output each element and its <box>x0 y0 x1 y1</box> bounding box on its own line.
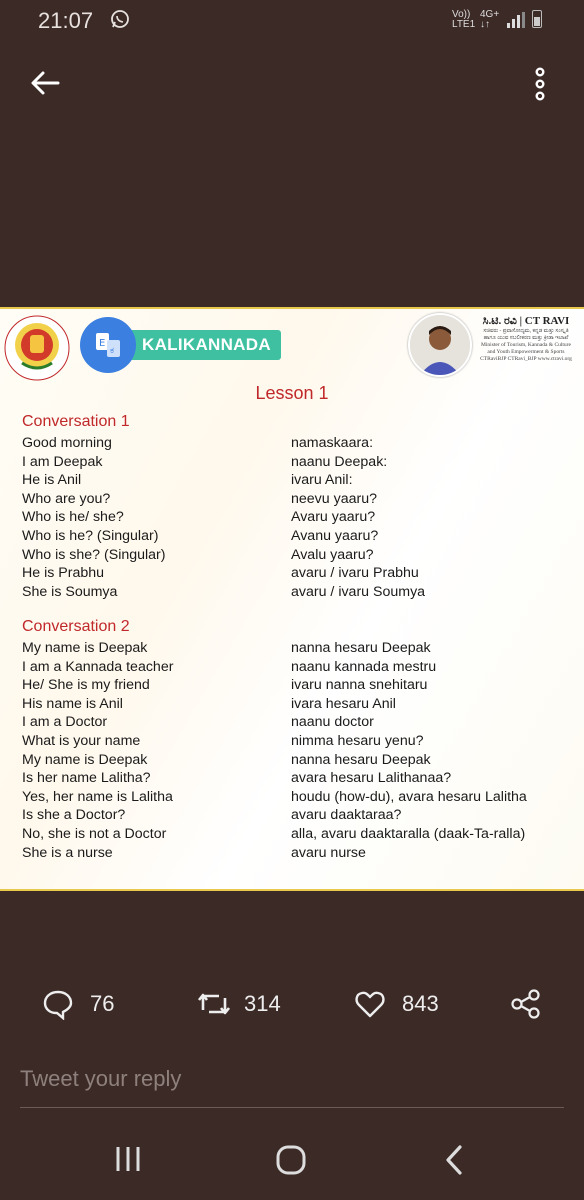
english-phrase: She is a nurse <box>22 844 113 861</box>
reply-button[interactable] <box>42 988 114 1020</box>
kalikannada-badge <box>80 317 281 373</box>
back-arrow-icon[interactable] <box>28 66 62 100</box>
battery-icon <box>532 10 542 28</box>
kannada-phrase: Avanu yaaru? <box>291 528 379 544</box>
volte-indicator: Vo)) LTE1 <box>452 9 476 30</box>
english-phrase: He/ She is my friend <box>22 677 150 694</box>
english-phrase: My name is Deepak <box>22 640 148 656</box>
kannada-phrase: avaru daaktaraa? <box>291 807 402 824</box>
kannada-phrase: Avalu yaaru? <box>291 546 374 563</box>
kannada-phrase: nanna hesaru Deepak <box>291 751 431 768</box>
recent-apps-icon[interactable] <box>113 1144 143 1174</box>
share-icon <box>510 988 542 1020</box>
english-phrase: Who is he/ she? <box>22 509 124 526</box>
kannada-phrase: naanu kannada mestru <box>291 658 437 675</box>
share-button[interactable] <box>510 988 542 1020</box>
english-phrase: He is Prabhu <box>22 565 105 582</box>
like-count: 843 <box>402 991 439 1016</box>
kannada-phrase: alla, avaru daaktaralla (daak-Ta-ralla) <box>291 826 526 842</box>
back-icon[interactable] <box>440 1144 470 1176</box>
whatsapp-icon <box>110 9 130 29</box>
kannada-phrase: ivaru nanna snehitaru <box>291 677 428 694</box>
svg-text:E: E <box>99 338 106 349</box>
conversation-heading: Conversation 2 <box>22 618 130 635</box>
english-phrase: She is Soumya <box>22 583 118 600</box>
svg-text:ಕ: ಕ <box>110 346 115 356</box>
more-options-icon[interactable] <box>528 66 552 102</box>
karnataka-emblem-logo <box>4 315 70 381</box>
lesson-image[interactable] <box>0 307 584 891</box>
like-button[interactable] <box>354 988 439 1020</box>
kannada-phrase: avara hesaru Lalithanaa? <box>291 770 452 787</box>
reply-count: 76 <box>90 991 115 1016</box>
english-phrase: Who is she? (Singular) <box>22 546 166 563</box>
english-phrase: What is your name <box>22 733 141 749</box>
english-phrase: Who are you? <box>22 490 111 507</box>
kannada-phrase: houdu (how-du), avara hesaru Lalitha <box>291 788 527 805</box>
translate-icon <box>80 317 136 373</box>
kannada-phrase: namaskaara: <box>291 435 374 451</box>
english-phrase: I am a Doctor <box>22 714 108 731</box>
english-phrase: I am Deepak <box>22 453 103 470</box>
reply-input[interactable]: Tweet your reply <box>20 1066 182 1091</box>
english-phrase: His name is Anil <box>22 695 123 712</box>
retweet-button[interactable] <box>196 988 281 1020</box>
reply-icon <box>42 988 74 1020</box>
kannada-phrase: avaru / ivaru Soumya <box>291 583 426 600</box>
kannada-phrase: nimma hesaru yenu? <box>291 733 424 749</box>
english-phrase: Good morning <box>22 435 112 451</box>
retweet-icon <box>196 988 232 1020</box>
english-phrase: He is Anil <box>22 472 82 489</box>
minister-photo <box>408 313 472 377</box>
kannada-phrase: neevu yaaru? <box>291 490 377 507</box>
lesson-title: Lesson 1 <box>255 383 329 403</box>
english-phrase: Yes, her name is Lalitha <box>22 788 173 805</box>
english-phrase: No, she is not a Doctor <box>22 826 167 842</box>
english-phrase: Who is he? (Singular) <box>22 528 159 544</box>
clock: 21:07 <box>38 8 94 33</box>
english-phrase: I am a Kannada teacher <box>22 658 174 675</box>
english-phrase: Is her name Lalitha? <box>22 770 151 787</box>
kannada-phrase: ivara hesaru Anil <box>291 695 396 712</box>
conversation-heading: Conversation 1 <box>22 413 130 430</box>
kannada-phrase: avaru / ivaru Prabhu <box>291 565 419 582</box>
kannada-phrase: avaru nurse <box>291 844 366 861</box>
kannada-phrase: naanu doctor <box>291 714 374 731</box>
signal-icon <box>506 12 526 28</box>
retweet-count: 314 <box>244 991 281 1016</box>
heart-icon <box>354 988 386 1020</box>
kannada-phrase: naanu Deepak: <box>291 453 388 470</box>
reply-underline <box>20 1107 564 1108</box>
english-phrase: My name is Deepak <box>22 751 148 768</box>
home-icon[interactable] <box>275 1144 307 1176</box>
network-indicator: 4G+ ↓↑ <box>480 9 500 30</box>
kannada-phrase: ivaru Anil: <box>291 472 353 489</box>
kannada-phrase: nanna hesaru Deepak <box>291 640 431 656</box>
badge-label: KALIKANNADA <box>122 330 281 360</box>
kannada-phrase: Avaru yaaru? <box>291 509 376 526</box>
minister-info: ಸಿ.ಟಿ. ರವಿ | CT RAVI ಸಚಿವರು - ಪ್ರವಾಸೋದ್ಯಮ, ಕನ್ನಡ ಮತ್ತು ಸಂಸ್ಕೃತಿ ಹಾಗೂ ಯುವ ಸಬಲೀಕರಣ ಮತ್ತು ಕ್ರೀಡಾ ಇಲಾಖೆ Minister of Tourism, Kannada & Culture and Youth Empowerment & Sports CTRaviBJP CTRavi_BJP www.ctravi.org <box>480 315 572 362</box>
english-phrase: Is she a Doctor? <box>22 807 126 824</box>
status-bar <box>0 0 584 40</box>
